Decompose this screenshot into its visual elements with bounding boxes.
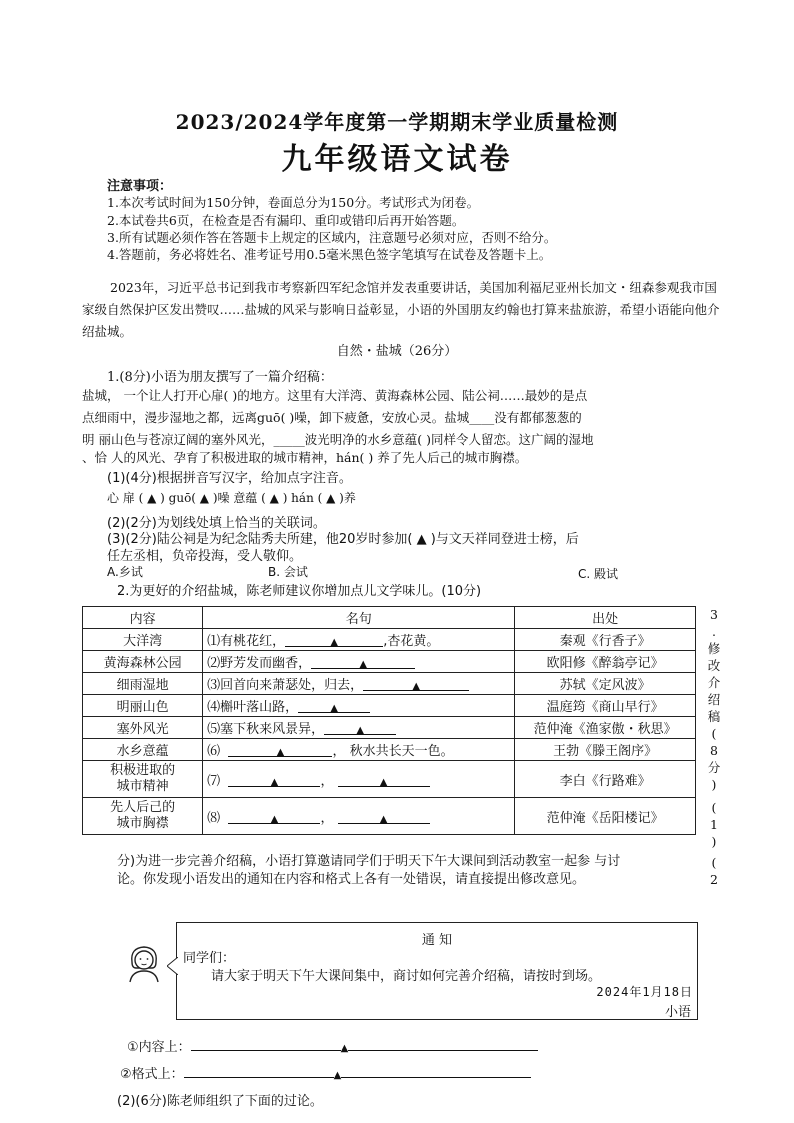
row-content: 大洋湾: [83, 629, 203, 651]
answer-line-content-a[interactable]: [191, 1038, 341, 1051]
option-a: A.乡试: [107, 565, 143, 579]
table-row: [83, 761, 696, 798]
answer-blank[interactable]: ▲: [228, 744, 332, 757]
poem-table: [82, 606, 696, 835]
table-row: [83, 695, 696, 717]
option-b: B. 会试: [268, 565, 308, 579]
col-header-source: 出处: [515, 607, 696, 629]
table-row: [83, 629, 696, 651]
table-row: [83, 739, 696, 761]
section-title: 自然・盐城（26分）: [336, 344, 458, 359]
note-item: 2.本试卷共6页，在检查是否有漏印、重印或错印后再开始答题。: [107, 213, 465, 228]
row-source: 范仲淹《渔家傲・秋思》: [515, 717, 696, 739]
row-source: 欧阳修《醉翁亭记》: [515, 651, 696, 673]
note-item: 1.本次考试时间为150分钟，卷面总分为150分。考试形式为闭卷。: [107, 195, 480, 210]
q1-sub3-line1: (3)(2分)陆公祠是为纪念陆秀夫所建，他20岁时参加( ▲ )与文天祥同登进士榜，后: [107, 532, 579, 547]
q2-stem: 2.为更好的介绍盐城，陈老师建议你增加点儿文学味儿。(10分): [117, 584, 482, 599]
exam-title-line1: 2023/2024学年度第一学期期末学业质量检测: [175, 110, 619, 134]
answer-blank[interactable]: ▲: [338, 774, 430, 787]
q3-vertical-heading: [704, 606, 724, 888]
q1-passage-line4: 、恰 人的风光、孕育了积极进取的城市精神，hán( ) 养了先人后己的城市胸襟。: [82, 450, 528, 465]
speech-pointer-icon: [167, 957, 178, 975]
q3-vertical-sub1: ( 1 ): [710, 800, 718, 849]
answer-blank[interactable]: ▲: [298, 700, 370, 713]
q3-text-line1: 分)为进一步完善介绍稿，小语打算邀请同学们于明天下午大课间到活动教室一起参 与讨: [117, 854, 621, 869]
row-quote: ⑶回首向来萧瑟处，归去， ▲: [203, 673, 515, 695]
row-source: 王勃《滕王阁序》: [515, 739, 696, 761]
table-row: [83, 717, 696, 739]
notice-body: 请大家于明天下午大课间集中，商讨如何完善介绍稿，请按时到场。: [211, 969, 602, 984]
row-source: 温庭筠《商山早行》: [515, 695, 696, 717]
answer-blank[interactable]: ▲: [324, 722, 396, 735]
row-quote: ⑹ ▲ ， 秋水共长天一色。: [203, 739, 515, 761]
answer-blank[interactable]: ▲: [228, 811, 320, 824]
notice-date: 2024年1月18日: [596, 985, 693, 999]
row-content: 水乡意蕴: [83, 739, 203, 761]
intro-paragraph: 2023年，习近平总书记到我市考察新四军纪念馆并发表重要讲话，美国加利福尼亚州长加文・纽森参观我市国家级自然保护区发出赞叹……盐城的风采与影响日益彰显，小语的外国朋友约翰也打算来盐旅游，希望小语能向他介绍盐城。: [82, 280, 720, 339]
row-source: 范仲淹《岳阳楼记》: [515, 798, 696, 835]
note-item: 3.所有试题必须作答在答题卡上规定的区域内，注意题号必须对应，否则不给分。: [107, 230, 557, 245]
q1-sub2: (2)(2分)为划线处填上恰当的关联词。: [107, 516, 326, 531]
answer-format: ②格式上： ▲: [120, 1063, 531, 1082]
q1-passage-line3: 明 丽山色与苍凉辽阔的塞外风光，_____波光明净的水乡意蕴( )同样令人留恋。这广阔的湿地: [82, 432, 594, 447]
q1-pinyin-row: 心 扉 ( ▲ ) guō( ▲ )噪 意蕴 ( ▲ ) hán ( ▲ )养: [107, 491, 356, 505]
row-quote: ⑵野芳发而幽香， ▲: [203, 651, 515, 673]
student-avatar-icon: [122, 940, 166, 984]
answer-blank[interactable]: ▲: [363, 678, 469, 691]
q1-passage-line2: 点细雨中，漫步湿地之都，远离guō( )噪，卸下疲惫，安放心灵。盐城____没有都郁葱葱的: [82, 410, 582, 425]
note-item: 4.答题前，务必将姓名、准考证号用0.5毫米黑色签字笔填写在试卷及答题卡上。: [107, 247, 552, 262]
notice-greeting: 同学们：: [183, 951, 236, 966]
q1-passage-line1: 盐城， 一个让人打开心扉( )的地方。这里有大洋湾、黄海森林公园、陆公祠……最妙的是点: [82, 388, 588, 403]
col-header-content: 内容: [83, 607, 203, 629]
notice-title: 通 知: [421, 933, 453, 948]
row-content: 先人后己的 城市胸襟: [83, 798, 203, 835]
row-quote: ⑻ ▲ ， ▲: [203, 798, 515, 835]
q3-vertical-text: 3 . 修 改 介 绍 稿 ( 8 分 ): [707, 607, 721, 792]
row-content: 明丽山色: [83, 695, 203, 717]
answer-line-content-b[interactable]: [348, 1038, 538, 1051]
q1-sub3-line2: 任左丞相，负帝投海，受人敬仰。: [107, 549, 303, 564]
row-quote: ⑴有桃花红， ▲ ,杏花黄。: [203, 629, 515, 651]
row-content: 细雨湿地: [83, 673, 203, 695]
table-row: [83, 673, 696, 695]
notes-heading: 注意事项：: [107, 179, 173, 194]
notice-signer: 小语: [664, 1005, 691, 1020]
answer-blank[interactable]: ▲: [285, 634, 383, 647]
answer-blank[interactable]: ▲: [311, 656, 415, 669]
col-header-quote: 名句: [203, 607, 515, 629]
answer-line-format-b[interactable]: [341, 1065, 531, 1078]
q3-sub2: (2)(6分)陈老师组织了下面的过论。: [117, 1094, 323, 1109]
row-content: 塞外风光: [83, 717, 203, 739]
table-row: [83, 798, 696, 835]
row-content: 黄海森林公园: [83, 651, 203, 673]
table-row: [83, 651, 696, 673]
row-quote: ⑺ ▲ ， ▲: [203, 761, 515, 798]
option-c: C. 殿试: [578, 567, 619, 581]
q3-text-line2: 论。你发现小语发出的通知在内容和格式上各有一处错误，请直接提出修改意见。: [117, 872, 586, 887]
q1-sub1: (1)(4分)根据拼音写汉字，给加点字注音。: [107, 471, 352, 486]
answer-line-format-a[interactable]: [184, 1065, 334, 1078]
q3-vertical-sub2: ( 2: [710, 855, 718, 887]
row-quote: ⑸塞下秋来风景异， ▲: [203, 717, 515, 739]
answer-content: ①内容上： ▲: [127, 1036, 538, 1055]
row-content: 积极进取的 城市精神: [83, 761, 203, 798]
answer-blank[interactable]: ▲: [338, 811, 430, 824]
row-source: 李白《行路难》: [515, 761, 696, 798]
exam-title-line2: 九年级语文试卷: [281, 142, 513, 177]
row-source: 秦观《行香子》: [515, 629, 696, 651]
answer-blank[interactable]: ▲: [228, 774, 320, 787]
notice-box: [176, 922, 698, 1020]
table-header-row: [83, 607, 696, 629]
q1-stem: 1.(8分)小语为朋友撰写了一篇介绍稿：: [107, 370, 333, 385]
row-quote: ⑷槲叶落山路， ▲: [203, 695, 515, 717]
row-source: 苏轼《定风波》: [515, 673, 696, 695]
